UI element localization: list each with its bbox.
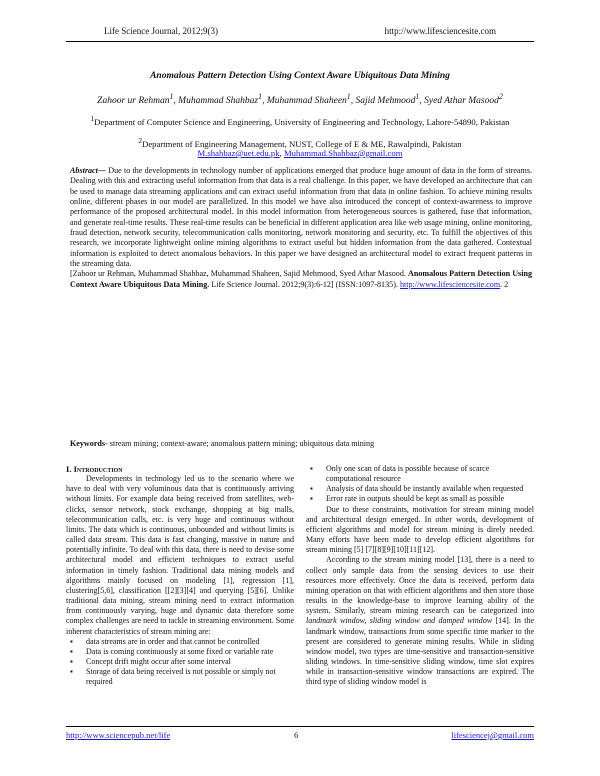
footer-email[interactable]: lifesciencej@gmail.com [451,730,534,740]
page-number: 6 [294,730,299,740]
author-name: Muhammad Shaheen [266,96,347,107]
stream-model-paragraph: According to the stream mining model [13], there is a need to collect only sample data from the sensing devices to use their resources more effectively. Once the data is received, perform data mining operation on that with efficient algorithms and then store those results in the knowledge-base to improve learning ability of the system. Similarly, stream mining research can be categorized into landmark window, sliding window and damped window [14]. In the landmark window, transactions from some specific time marker to the present are considered to generate mining results. While in sliding window model, two types are time-sensitive and transaction-sensitive sliding windows. In time-sensitive sliding window, time slot expires while in transaction-sensitive window transactions are expired. The third type of sliding window model is [306,555,534,687]
citation-title: Anomalous Pattern Detection Using Context Aware Ubiquitous Data Mining. [70,269,532,289]
footer-rule [66,726,534,727]
right-column [306,464,534,687]
footer-url[interactable]: http://www.sciencepub.net/life [66,730,171,740]
author-name: Sajid Mehmood [355,96,416,107]
list-item: ▪ Storage of data being received is not possible or simply not required [70,667,276,687]
left-column [66,464,294,687]
citation-url[interactable]: http://www.lifesciencesite.com [399,279,501,289]
list-item: ▪ data streams are in order and that cannot be controlled [70,636,260,646]
keywords-text: - stream mining; context-aware; anomalous pattern mining; ubiquitous data mining [105,439,375,448]
page-footer [66,730,534,744]
email-link[interactable]: Muhammad.Shahbaz@gmail.com [283,148,403,158]
author-list: Zahoor ur Rehman$^1$, Muhammad Shahbaz$^1$, Muhammad Shaheen$^1$, Sajid Mehmood$^1$, Syed Athar Masood$^2$ [97,92,503,107]
abstract: Abstract— Due to the developments in technology number of applications emerged that produce huge amount of data in the form of streams. Dealing with this and extracting useful information from that data is a real challenge. In this paper, we have developed an architecture that can be used to manage data streaming applications and can extract useful information from that data in online fashion. To achieve mining results online, different phases in our model are parallelized. In this model we have also introduced the concept of context-awareness to improve performance of the proposed architectural model. In this model information from heterogeneous sources is gathered, fuse that information, and generate real-time results. These real-time results can be beneficial in different application area like web usage mining, online monitoring, fraud detection, network security, telecommunication calls monitoring, network monitoring and security, etc. To fulfill the objectives of this research, we incorporate lightweight online mining algorithms to extract useful but hidden information from the data gathered. Contextual information is exploited to detect anomalous behaviors. In this paper we have designed an architectural model to extract frequent patterns in the streaming data. [Zahoor ur Rehman, Muhammad Shahbaz, Muhammad Shaheen, Sajid Mehmood, Syed Athar Masood. Anomalous Pattern Detection Using Context Aware Ubiquitous Data Mining. Life Science Journal. 2012;9(3):6-12] (ISSN:1097-8135). http://www.lifesciencesite.com. 2 [70,166,532,289]
list-item: ▪ Only one scan of data is possible because of scarce computational resource [310,464,490,484]
citation-details: Life Science Journal. 2012;9(3):6-12] (ISSN:1097-8135). [209,279,400,289]
section-heading: I. Introduction [66,464,123,474]
email-link[interactable]: M.shahbaz@uet.edu.pk [197,148,280,158]
intro-paragraph: Developments in technology led us to the scenario where we have to deal with very voluminous data that is continuously arriving without limits. For example data being received from satellites, web-clicks, sensor network, stock exchange, shopping at big malls, telecommunication calls, etc. is very huge and continuous without limits. The data which is continuous, unbounded and without limits is called data stream. This data is fast changing, massive in nature and potentially infinite. To deal with this data, there is need to devise some architectural model and efficient techniques to extract useful information in timely fashion. Traditional data mining models and algorithms mainly focused on modeling [1], regression [1], clustering[5,6], classification [[2][3][4] and querying [5][6]. Unlike traditional data mining, stream mining need to extract information from continuously varying, huge and dynamic data therefore some complex challenges are need to tackle in streaming environment. Some inherent characteristics of stream mining are: [66,474,294,636]
author-name: Zahoor ur Rehman [97,96,170,107]
characteristics-list-continued [306,464,534,505]
contact-emails: M.shahbaz@uet.edu.pk, Muhammad.Shahbaz@gmail.com [197,148,403,158]
abstract-label: Abstract— [70,166,106,175]
citation-authors: [Zahoor ur Rehman, Muhammad Shahbaz, Muhammad Shaheen, Sajid Mehmood, Syed Athar Masood. [70,269,408,279]
abstract-body: Due to the developments in technology number of applications emerged that produce huge amount of data in the form of streams. Dealing with this and extracting useful information from that data is a real challenge. In this paper, we have developed an architecture that can be used to manage data streaming applications and can extract useful information from that data in online fashion. To achieve mining results online, different phases in our model are parallelized. In this model we have also introduced the concept of context-awareness to improve performance of the proposed architectural model. In this model information from heterogeneous sources is gathered, fuse that information, and generate real-time results. These real-time results can be beneficial in different application area like web usage mining, online monitoring, fraud detection, network security, telecommunication calls monitoring, network monitoring and security, etc. To fulfill the objectives of this research, we incorporate lightweight online mining algorithms to extract useful but hidden information from the data gathered. Contextual information is exploited to detect anomalous behaviors. In this paper we have designed an architectural model to extract frequent patterns in the streaming data. [70,166,532,269]
affiliation-2: $^2$Department of Engineering Management, NUST, College of E & ME, Rawalpindi, Pakistan [138,137,462,149]
author-name: Syed Athar Masood [424,96,499,107]
list-item: ▪ Data is coming continuously at some fixed or variable rate [70,646,274,656]
author-name: Muhammad Shahbaz [178,96,259,107]
keywords [70,439,532,448]
keywords-label: Keywords [70,439,106,448]
journal-url[interactable]: http://www.lifesciencesite.com [384,26,496,36]
list-item: ▪ Concept drift might occur after some interval [70,656,231,666]
constraints-paragraph: Due to these constraints, motivation for stream mining model and architectural design emerged. In other words, development of efficient algorithms and model for stream mining is direly needed. Many efforts have been made to develop efficient algorithms for stream mining [5] [7][8][9][10][11][12]. [306,504,534,555]
list-item: ▪ Analysis of data should be instantly available when requested [310,484,524,494]
affiliation-1: $^1$Department of Computer Science and Engineering, University of Engineering and Technology, Lahore-54890, Pakistan [90,115,510,127]
paper-title: Anomalous Pattern Detection Using Context Aware Ubiquitous Data Mining [150,71,450,81]
characteristics-list [66,637,294,688]
journal-name: Life Science Journal, 2012;9(3) [104,26,218,36]
running-header [104,26,496,40]
header-rule [66,41,534,42]
list-item: ▪ Error rate in outputs should be kept as small as possible [310,494,505,504]
